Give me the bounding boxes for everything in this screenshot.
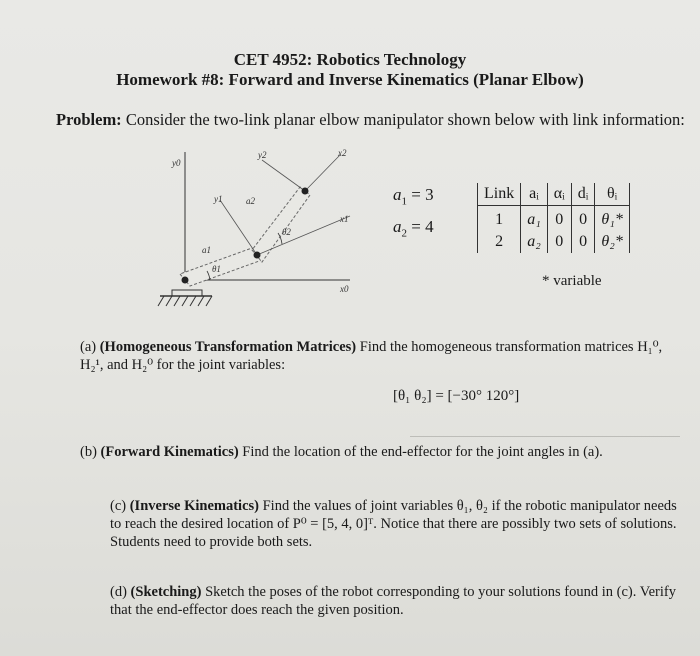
question-a-text: Find the homogeneous transformation matrices H₁⁰, H₂¹, and H₂⁰ for the joint variables: — [80, 339, 663, 373]
label-a1: a1 — [202, 245, 211, 255]
table-row — [478, 231, 630, 253]
dh-header-cell: aᵢ — [521, 183, 548, 206]
dh-header-cell: Link — [478, 183, 521, 206]
ground-base — [172, 290, 202, 296]
link-2 — [252, 187, 310, 262]
ground-hatch — [158, 296, 212, 306]
question-c-text: Find the values of joint variables θ₁, θ₂ if the robotic manipulator needs to reach the desired location of P⁰ = [5, 4, 0]ᵀ. Notice that there are possibly two sets of solutions. Students need to provide both sets. — [110, 498, 677, 550]
variable-note: * variable — [542, 273, 602, 289]
dh-table-header — [478, 183, 630, 206]
question-a-heading: (Homogeneous Transformation Matrices) — [99, 339, 357, 355]
manipulator-diagram — [150, 140, 380, 330]
table-row — [478, 206, 630, 232]
joint-2 — [254, 252, 261, 259]
dh-cell: 1 — [478, 206, 521, 232]
x2-axis — [305, 155, 340, 191]
assignment-title: CET 4952: Robotics Technology — [233, 50, 467, 69]
problem-label: Problem: — [56, 110, 122, 129]
question-d: (d) (Sketching) Sketch the poses of the robot corresponding to your solutions found in (c). Verify that the end-effector does reach the given position. — [110, 584, 676, 618]
dh-header-cell: αᵢ — [547, 183, 571, 206]
question-c-heading: (Inverse Kinematics) — [129, 498, 259, 514]
end-effector — [302, 188, 309, 195]
dh-header-cell: θᵢ — [595, 183, 629, 206]
dh-cell: 2 — [478, 231, 521, 253]
dh-cell: θ₂* — [595, 231, 629, 253]
joint-1 — [182, 277, 189, 284]
label-y1: y1 — [214, 194, 223, 204]
label-a2: a2 — [246, 196, 255, 206]
label-y0: y0 — [172, 158, 181, 168]
y2-axis — [262, 160, 305, 191]
label-x0: x0 — [340, 284, 349, 294]
label-theta1: θ1 — [212, 264, 221, 274]
y1-axis — [220, 200, 257, 255]
dh-cell: θ₁* — [595, 206, 629, 232]
question-b-text: Find the location of the end-effector for the joint angles in (a). — [238, 444, 603, 460]
dh-cell: 0 — [547, 231, 571, 253]
dh-cell: a₁ — [521, 206, 548, 232]
problem-text: Consider the two-link planar elbow manipulator shown below with link information: — [121, 110, 685, 129]
link-length-a1: $a_1 = 3$ — [393, 185, 434, 208]
dh-cell: 0 — [571, 231, 595, 253]
joint-variable-matrix: [θ₁ θ₂] = [−30° 120°] — [393, 388, 520, 404]
divider — [410, 436, 680, 437]
question-d-heading: (Sketching) — [130, 584, 202, 600]
label-x2: x2 — [338, 148, 347, 158]
label-x1: x1 — [340, 214, 349, 224]
assignment-subtitle: Homework #8: Forward and Inverse Kinematics (Planar Elbow) — [116, 70, 584, 89]
dh-cell: a₂ — [521, 231, 548, 253]
problem-statement — [56, 110, 685, 130]
dh-parameter-table — [477, 183, 630, 253]
dh-header-cell: dᵢ — [571, 183, 595, 206]
question-d-text: Sketch the poses of the robot corresponding to your solutions found in (c). Verify that the end-effector does reach the given position. — [110, 584, 676, 618]
label-theta2: θ2 — [282, 227, 291, 237]
question-b-heading: (Forward Kinematics) — [100, 444, 239, 460]
label-y2: y2 — [258, 150, 267, 160]
dh-cell: 0 — [571, 206, 595, 232]
question-c: (c) (Inverse Kinematics) Find the values of joint variables θ₁, θ₂ if the robotic manipulator needs to reach the desired location of P⁰ = [5, 4, 0]ᵀ. Notice that there are possibly two sets of solutions. Students need to provide both sets. — [110, 498, 677, 550]
question-a: (a) (Homogeneous Transformation Matrices) Find the homogeneous transformation matrices H₁⁰, H₂¹, and H₂⁰ for the joint variables: — [80, 339, 663, 373]
dh-cell: 0 — [547, 206, 571, 232]
link-length-a2: $a_2 = 4$ — [393, 217, 434, 240]
question-b: (b) (Forward Kinematics) Find the location of the end-effector for the joint angles in (a). — [80, 444, 603, 460]
